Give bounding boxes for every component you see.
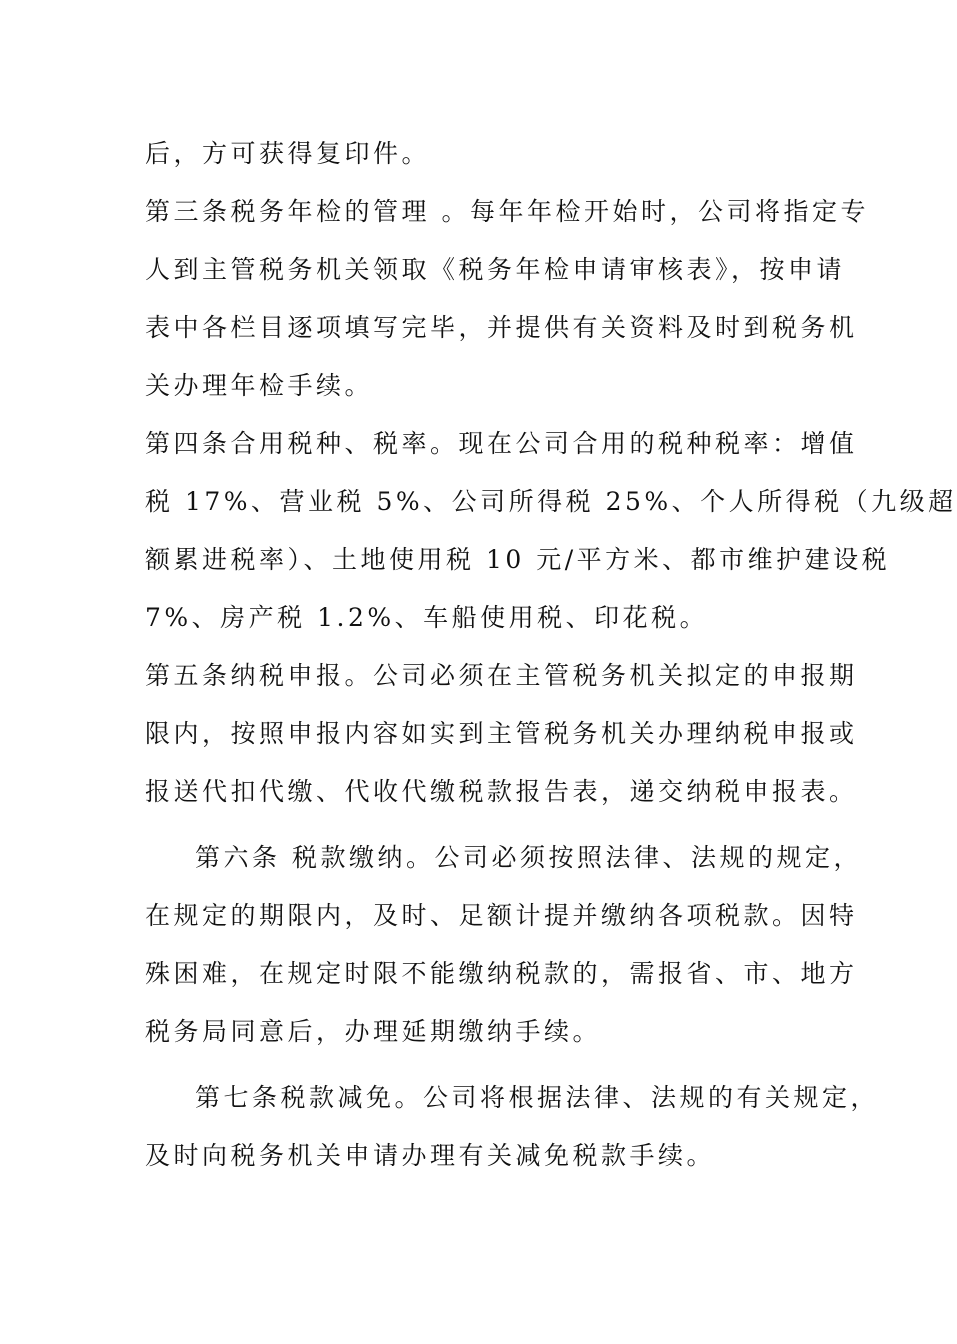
- text-line: 额累进税率）、土地使用税 10 元/平方米、都市维护建设税: [145, 545, 891, 574]
- text-line: 殊困难，在规定时限不能缴纳税款的，需报省、市、地方: [145, 959, 858, 988]
- text-line: 7%、房产税 1.2%、车船使用税、印花税。: [145, 603, 709, 632]
- text-line: 人到主管税务机关领取《税务年检申请审核表》，按申请: [145, 255, 846, 284]
- text-line: 第三条税务年检的管理 。每年年检开始时，公司将指定专: [145, 197, 869, 226]
- text-line: 第六条 税款缴纳。公司必须按照法律、法规的规定，: [195, 843, 862, 872]
- text-line: 后，方可获得复印件。: [145, 139, 431, 168]
- text-line: 税务局同意后，办理延期缴纳手续。: [145, 1017, 602, 1046]
- text-line: 第七条税款减免。公司将根据法律、法规的有关规定，: [195, 1083, 880, 1112]
- text-line: 限内，按照申报内容如实到主管税务机关办理纳税申报或: [145, 719, 858, 748]
- text-line: 在规定的期限内，及时、足额计提并缴纳各项税款。因特: [145, 901, 858, 930]
- text-line: 关办理年检手续。: [145, 371, 374, 400]
- text-line: 报送代扣代缴、代收代缴税款报告表，递交纳税申报表。: [145, 777, 858, 806]
- text-line: 税 17%、营业税 5%、公司所得税 25%、个人所得税（九级超: [145, 487, 957, 516]
- text-line: 表中各栏目逐项填写完毕，并提供有关资料及时到税务机: [145, 313, 858, 342]
- text-line: 第四条合用税种、税率。现在公司合用的税种税率：增值: [145, 429, 858, 458]
- text-line: 第五条纳税申报。公司必须在主管税务机关拟定的申报期: [145, 661, 858, 690]
- text-line: 及时向税务机关申请办理有关减免税款手续。: [145, 1141, 716, 1170]
